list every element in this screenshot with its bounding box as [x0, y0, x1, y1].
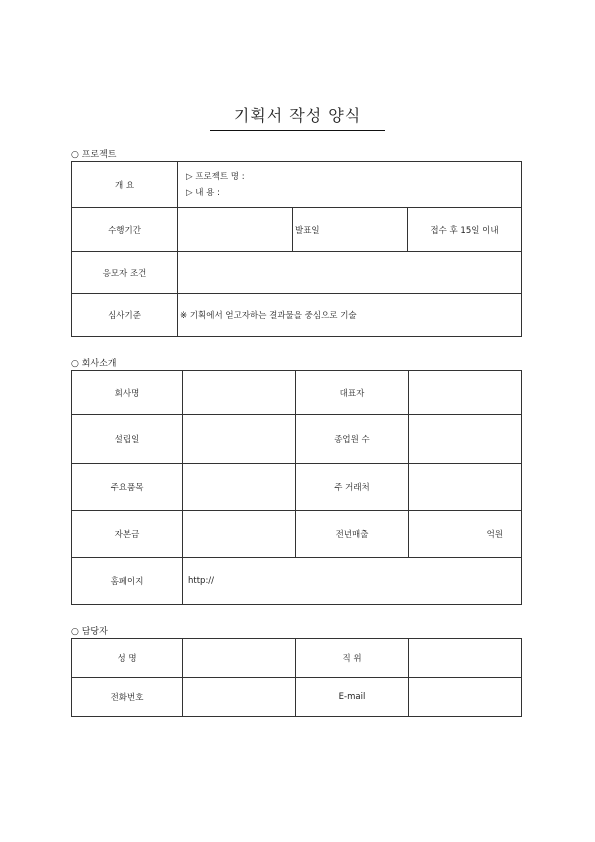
clients-cell[interactable] [409, 464, 522, 511]
content-line: ▷ 내 용 : [186, 187, 220, 198]
company-name-label: 회사명 [72, 371, 183, 415]
period-label: 수행기간 [72, 208, 178, 252]
employees-cell[interactable] [409, 415, 522, 464]
products-cell[interactable] [183, 464, 296, 511]
capital-label: 자본금 [72, 511, 183, 558]
company-table [71, 370, 522, 605]
section-heading-company: ○ 회사소개 [71, 359, 117, 369]
founded-label: 설립일 [72, 415, 183, 464]
applicant-cell[interactable] [178, 252, 522, 294]
founded-cell[interactable] [183, 415, 296, 464]
document-title: 기획서 작성 양식 [210, 103, 385, 131]
revenue-label: 전년매출 [296, 511, 409, 558]
position-label: 직 위 [296, 639, 409, 678]
overview-label: 개 요 [72, 162, 178, 208]
email-label: E-mail [296, 678, 409, 717]
ceo-cell[interactable] [409, 371, 522, 415]
contact-table [71, 638, 522, 717]
capital-cell[interactable] [183, 511, 296, 558]
section-heading-project: ○ 프로젝트 [71, 150, 117, 160]
position-cell[interactable] [409, 639, 522, 678]
project-table [71, 161, 522, 337]
employees-label: 종업원 수 [296, 415, 409, 464]
products-label: 주요품목 [72, 464, 183, 511]
revenue-unit: 억원 [409, 511, 522, 558]
criteria-value: ※ 기획에서 얻고자하는 결과물을 중심으로 기술 [178, 294, 522, 337]
period-cell[interactable] [178, 208, 293, 252]
criteria-label: 심사기준 [72, 294, 178, 337]
contact-name-cell[interactable] [183, 639, 296, 678]
contact-name-label: 성 명 [72, 639, 183, 678]
clients-label: 주 거래처 [296, 464, 409, 511]
announce-label: 발표일 [293, 208, 408, 252]
ceo-label: 대표자 [296, 371, 409, 415]
email-cell[interactable] [409, 678, 522, 717]
homepage-label: 홈페이지 [72, 558, 183, 605]
applicant-label: 응모자 조건 [72, 252, 178, 294]
section-heading-contact: ○ 담당자 [71, 627, 108, 637]
project-name-line: ▷ 프로젝트 명 : [186, 171, 245, 182]
phone-cell[interactable] [183, 678, 296, 717]
phone-label: 전화번호 [72, 678, 183, 717]
company-name-cell[interactable] [183, 371, 296, 415]
overview-cell[interactable] [178, 162, 522, 208]
homepage-value: http:// [183, 558, 522, 605]
announce-value: 접수 후 15일 이내 [408, 208, 522, 252]
